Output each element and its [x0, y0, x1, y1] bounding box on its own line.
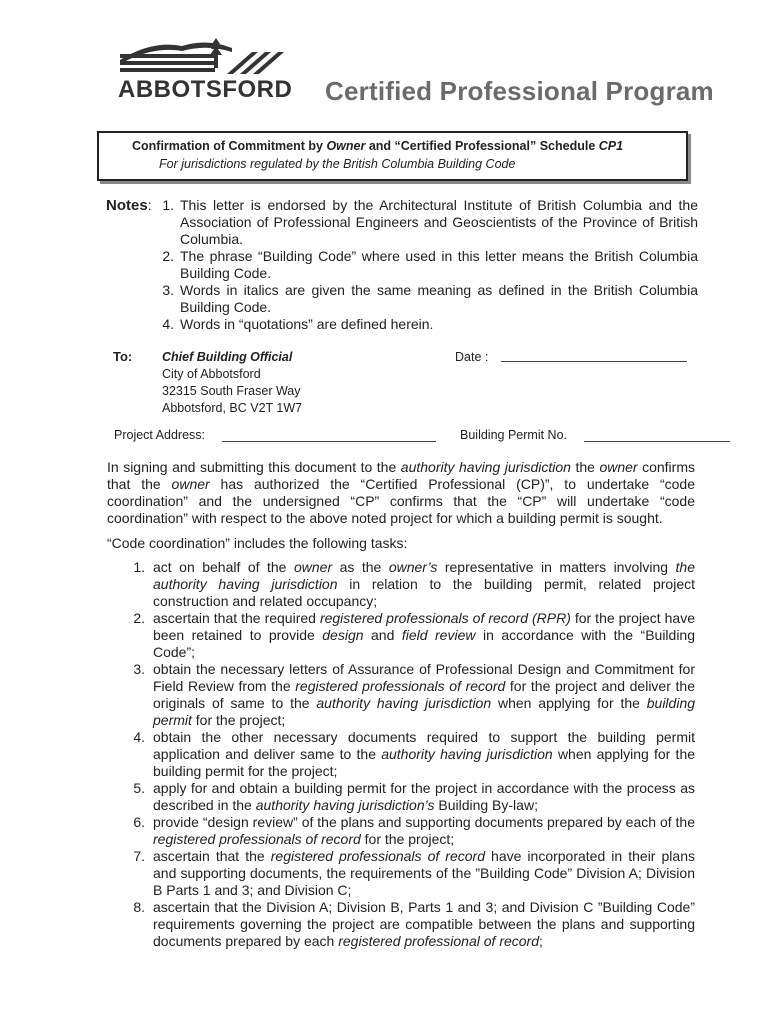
task-text: act on behalf of the owner as the owner’s representative in matters involving the authority having jurisdiction in relation to the building permit, related project construction and related occupancy; [153, 559, 696, 609]
page-title: Certified Professional Program [325, 76, 714, 106]
notes-section [106, 197, 698, 333]
task-text: ascertain that the Division A; Division B, Parts 1 and 3; and Division C ”Building Code” requirements governing the project are compatible between the plans and supporting documents prepared by each registered professional of record; [153, 899, 695, 949]
schedule-title-owner: Owner [326, 139, 366, 153]
note-number: 2. [162, 248, 174, 264]
notes-list [152, 197, 698, 333]
task-number: 1. [133, 559, 145, 575]
note-item [152, 282, 698, 316]
note-text: Words in italics are given the same meaning as defined in the British Columbia Building Code. [180, 282, 698, 315]
date-label: Date : [455, 350, 489, 364]
note-item [152, 248, 698, 282]
notes-label-wrap: Notes: [106, 197, 152, 214]
task-list [115, 559, 695, 950]
intro-paragraph: In signing and submitting this document to the authority having jurisdiction the owner confirms that the owner has authorized the “Certified Professional (CP)”, to undertake “code coordination” and the undersigned “CP” confirms that the “CP” will undertake “code coordination” with respect to the above noted project for which a building permit is sought. [107, 459, 696, 526]
note-text: This letter is endorsed by the Architectural Institute of British Columbia and the Association of Professional Engineers and Geoscientists of the Province of British Columbia. [180, 197, 698, 247]
project-address-field[interactable] [222, 441, 436, 442]
task-number: 6. [133, 814, 145, 830]
address-line-3: Abbotsford, BC V2T 1W7 [162, 401, 303, 415]
task-text: provide “design review” of the plans and supporting documents prepared by each of the registered professionals of record for the project; [153, 814, 695, 847]
abbotsford-logo [112, 38, 297, 108]
task-number: 2. [133, 610, 145, 626]
schedule-title-part-1: Confirmation of Commitment by [132, 139, 327, 153]
tasks-intro: “Code coordination” includes the following tasks: [107, 535, 408, 551]
schedule-title-cp1: CP1 [598, 139, 624, 153]
task-item [115, 814, 695, 848]
task-item [115, 559, 695, 610]
abbotsford-logo-mark [112, 38, 297, 80]
logo-text: ABBOTSFORD [118, 76, 293, 103]
building-permit-label: Building Permit No. [460, 428, 567, 442]
note-number: 1. [162, 197, 174, 213]
to-label: To: [113, 349, 133, 364]
task-item [115, 661, 695, 729]
note-number: 3. [162, 282, 174, 298]
note-text: The phrase “Building Code” where used in this letter means the British Columbia Building Code. [180, 248, 698, 281]
note-item [152, 316, 698, 333]
recipient-block [162, 349, 302, 417]
task-text: obtain the necessary letters of Assurance of Professional Design and Commitment for Field Review from the registered professionals of record for the project and deliver the originals of same to the authority having jurisdiction when applying for the building permit for the project; [153, 661, 696, 728]
date-field[interactable] [501, 361, 687, 362]
address-line-1: City of Abbotsford [162, 367, 261, 381]
schedule-subtitle: For jurisdictions regulated by the British Columbia Building Code [159, 157, 516, 171]
task-text: obtain the other necessary documents required to support the building permit application and deliver same to the authority having jurisdiction when applying for the building permit for the project; [153, 729, 696, 779]
to-label-text: To [113, 349, 128, 364]
task-text: ascertain that the registered professionals of record have incorporated in their plans and supporting documents, the requirements of the ”Building Code” Division A; Division B Parts 1 and 3; and Division C; [153, 848, 695, 898]
building-permit-field[interactable] [584, 441, 730, 442]
task-item [115, 729, 695, 780]
note-text: Words in “quotations” are defined herein. [180, 316, 434, 332]
task-number: 3. [133, 661, 145, 677]
recipient-title: Chief Building Official [162, 350, 293, 364]
note-number: 4. [162, 316, 174, 332]
project-address-label: Project Address: [114, 428, 206, 442]
task-text: apply for and obtain a building permit for the project in accordance with the process as described in the authority having jurisdiction’s Building By-law; [153, 780, 695, 813]
schedule-header-box [97, 131, 688, 181]
address-line-2: 32315 South Fraser Way [162, 384, 301, 398]
task-text: ascertain that the required registered professionals of record (RPR) for the project have been retained to provide design and field review in accordance with the “Building Code”; [153, 610, 696, 660]
task-item [115, 899, 695, 950]
task-item [115, 848, 695, 899]
note-item [152, 197, 698, 248]
task-item [115, 610, 695, 661]
schedule-title-part-3: and “Certified Professional” Schedule [365, 139, 599, 153]
task-item [115, 780, 695, 814]
schedule-title [132, 139, 623, 153]
notes-label: Notes [106, 197, 148, 214]
task-number: 7. [133, 848, 145, 864]
task-number: 5. [133, 780, 145, 796]
task-number: 8. [133, 899, 145, 915]
task-number: 4. [133, 729, 145, 745]
